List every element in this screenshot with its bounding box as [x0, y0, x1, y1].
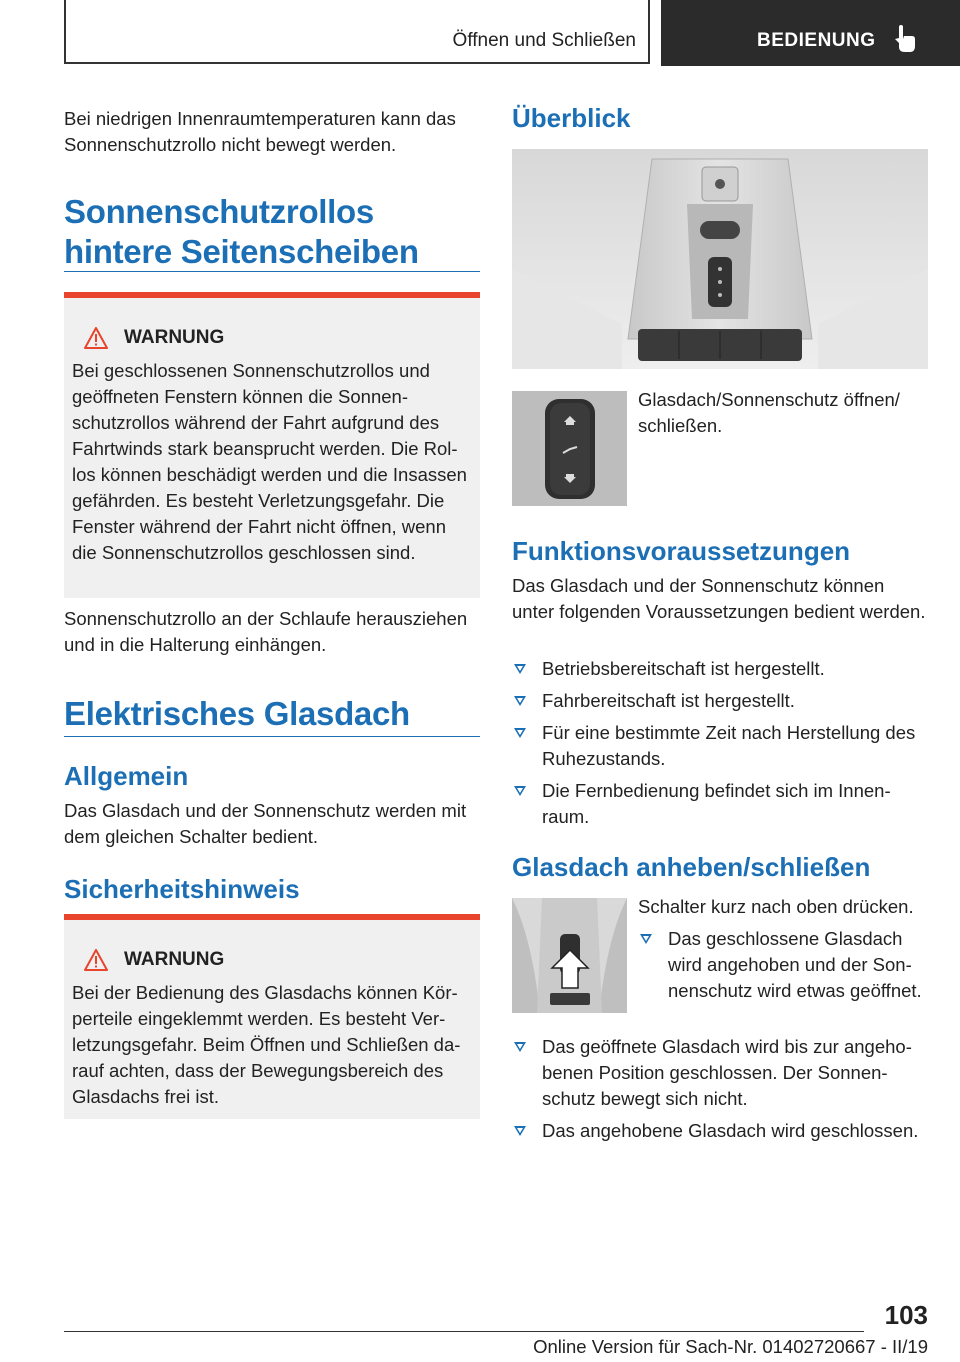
- triangle-bullet-icon: [514, 696, 526, 706]
- list-item: Für eine bestimmte Zeit nach Herstellung des Ruhezustands.: [512, 720, 928, 772]
- list-item: Die Fernbedienung befindet sich im Innenraum.: [512, 778, 928, 830]
- chapter-title: BEDIENUNG: [757, 30, 876, 51]
- heading-conditions: Funktionsvoraussetzungen: [512, 536, 851, 566]
- list-item: Betriebsbereitschaft ist hergestellt.: [512, 656, 928, 682]
- warning-triangle-icon: [84, 949, 108, 971]
- warning-text: Bei geschlossenen Sonnenschutzrollos und geöffneten Fenstern können die Sonnenschutzrollos während der Fahrt aufgrund des Fahrtwinds stark beansprucht werden. Die Rollos können beschädigt werden und die Insassen gefährden. Es besteht Verletzungsgefahr. Die Fenster während der Fahrt nicht öffnen, wenn die Sonnenschutzrollos geschlossen sind.: [72, 360, 467, 563]
- intro-paragraph: Bei niedrigen Innenraumtemperaturen kann das Sonnenschutzrollo nicht bewegt werden.: [64, 108, 456, 155]
- heading-general: Allgemein: [64, 761, 189, 791]
- triangle-bullet-icon: [640, 934, 652, 944]
- list-item: Fahrbereitschaft ist hergestellt.: [512, 688, 928, 714]
- warning-triangle-icon: [84, 327, 108, 349]
- heading-rule: [64, 736, 480, 737]
- section-title: Öffnen und Schließen: [452, 30, 636, 51]
- triangle-bullet-icon: [514, 664, 526, 674]
- triangle-bullet-icon: [514, 1042, 526, 1052]
- section-tab: [64, 0, 650, 64]
- roof-raise-image: [512, 898, 627, 1013]
- heading-overview: Überblick: [512, 103, 631, 133]
- overhead-console-image: [512, 149, 928, 369]
- list-item: Das angehobene Glasdach wird geschlossen.: [512, 1118, 928, 1144]
- triangle-bullet-icon: [514, 786, 526, 796]
- warning-box-sunshade: [64, 292, 480, 598]
- raise-list: [512, 1034, 928, 1144]
- footer-rule: [64, 1331, 864, 1332]
- footer-version: Online Version für Sach-Nr. 01402720667 - II/19: [533, 1336, 928, 1357]
- raise-paragraph: Schalter kurz nach oben drücken.: [638, 896, 914, 917]
- conditions-paragraph: Das Glasdach und der Sonnenschutz können unter folgenden Voraussetzungen bedient werden.: [512, 575, 926, 622]
- switch-caption: Glasdach/Sonnenschutz öffnen/ schließen.: [638, 389, 900, 436]
- list-item: Das geschlossene Glasdach wird angehoben und der Sonnenschutz wird etwas geöffnet.: [638, 926, 928, 1004]
- sunshade-paragraph: Sonnenschutzrollo an der Schlaufe herausziehen und in die Halterung einhängen.: [64, 608, 468, 655]
- heading-rule: [64, 271, 480, 272]
- heading-glass-roof: Elektrisches Glasdach: [64, 695, 410, 732]
- hand-pointer-icon: [895, 25, 917, 53]
- heading-raise-close: Glasdach anheben/schließen: [512, 852, 871, 882]
- page-header: [64, 0, 960, 66]
- triangle-bullet-icon: [514, 1126, 526, 1136]
- raise-list-indented: [638, 926, 928, 1004]
- conditions-list: [512, 656, 928, 830]
- heading-safety: Sicherheitshinweis: [64, 874, 300, 904]
- warning-box-glass-roof: [64, 914, 480, 1119]
- general-paragraph: Das Glasdach und der Sonnenschutz werden mit dem gleichen Schalter bedient.: [64, 800, 467, 847]
- page-number: 103: [884, 1300, 928, 1330]
- warning-text: Bei der Bedienung des Glasdachs können Körperteile eingeklemmt werden. Es besteht Verletzungsgefahr. Beim Öffnen und Schließen darauf achten, dass der Bewegungsbereich des Glasdachs frei ist.: [72, 982, 461, 1107]
- roof-switch-image: [512, 391, 627, 506]
- chapter-tab: [661, 0, 960, 66]
- warning-title: WARNUNG: [124, 327, 225, 348]
- list-item: Das geöffnete Glasdach wird bis zur angehobenen Position geschlossen. Der Sonnenschutz bewegt sich nicht.: [512, 1034, 928, 1112]
- heading-sunshade-rear: Sonnenschutzrollos hintere Seitenscheiben: [64, 193, 419, 270]
- warning-title: WARNUNG: [124, 949, 225, 970]
- triangle-bullet-icon: [514, 728, 526, 738]
